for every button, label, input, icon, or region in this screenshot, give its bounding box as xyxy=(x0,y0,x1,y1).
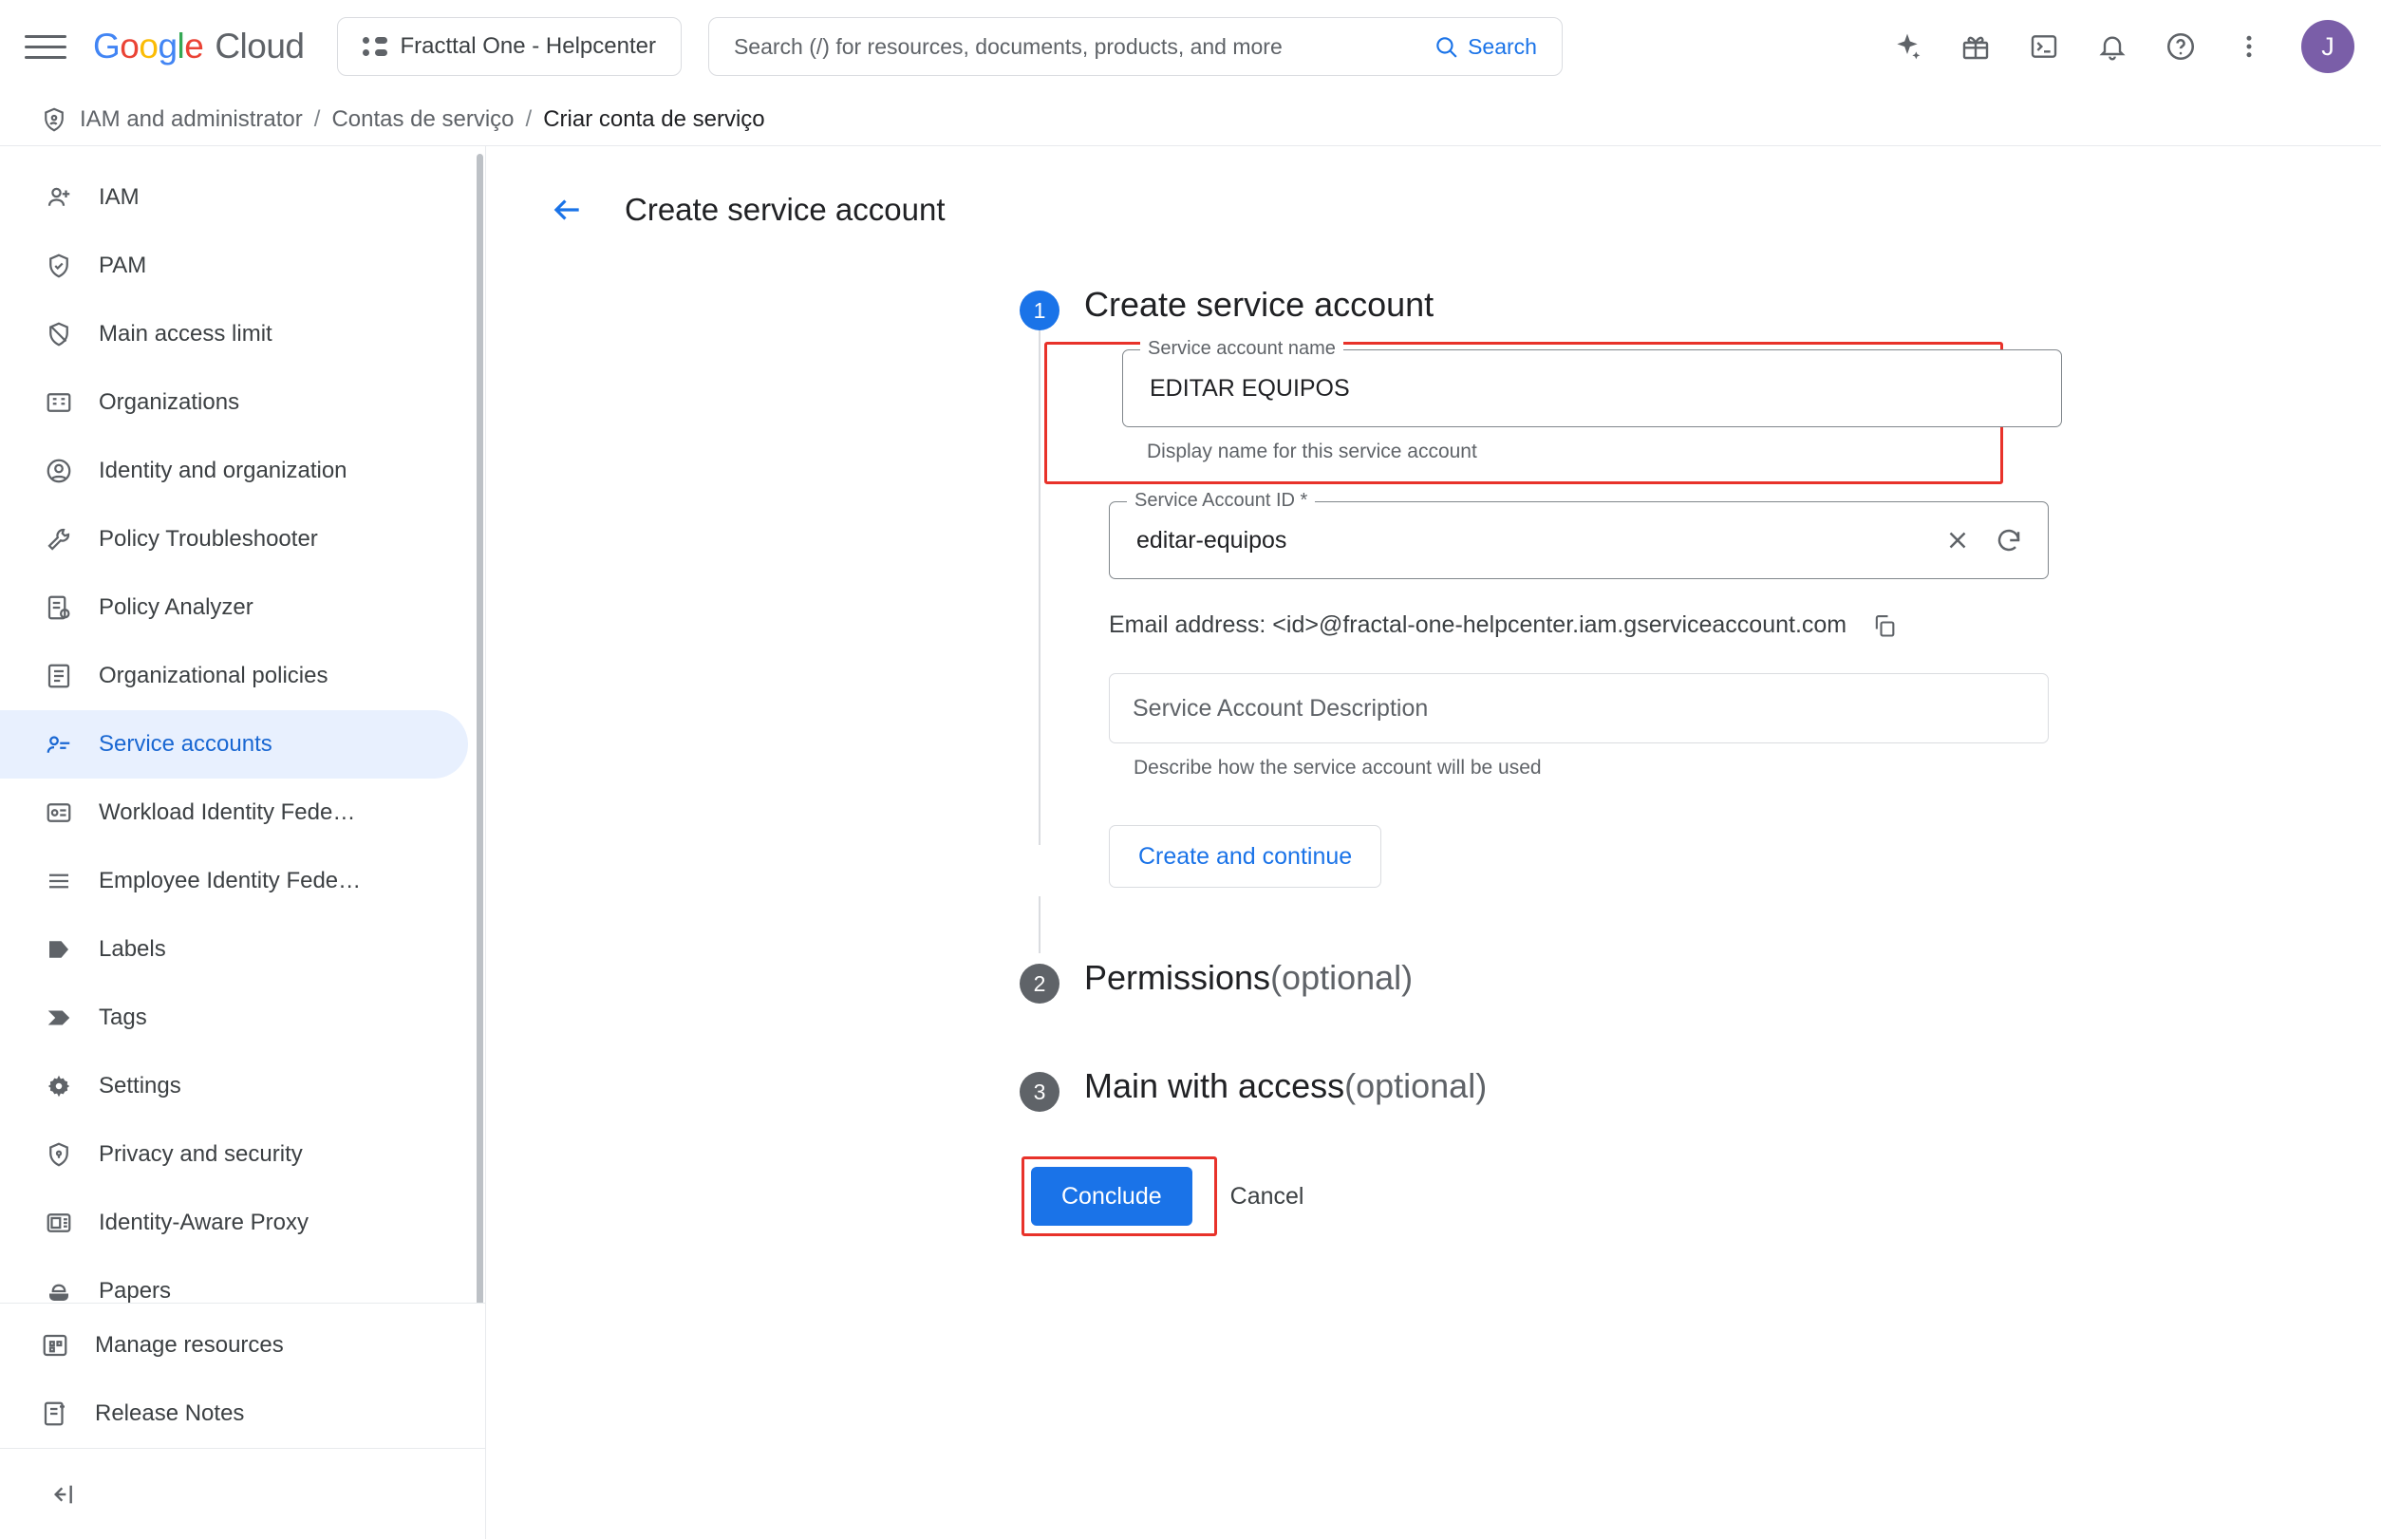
sidebar-item-policy-analyzer[interactable] xyxy=(0,573,468,642)
sidebar-item-papers[interactable] xyxy=(0,1257,468,1303)
step-2-title xyxy=(1084,958,1413,998)
step-2-number: 2 xyxy=(1020,964,1059,1004)
step-1-body xyxy=(1020,338,2381,888)
sidebar-item-label: Main access limit xyxy=(99,321,272,347)
wizard-steps xyxy=(1020,232,2381,1226)
sidebar-item-labels[interactable] xyxy=(0,915,468,984)
avatar[interactable] xyxy=(2301,20,2354,73)
step-1 xyxy=(1020,285,2381,330)
step-3-title xyxy=(1084,1066,1487,1106)
wrench-icon xyxy=(44,524,74,554)
badge-icon xyxy=(44,798,74,828)
breadcrumb-level2[interactable]: Contas de serviço xyxy=(331,105,515,132)
sidebar-item-label: Manage resources xyxy=(95,1332,284,1358)
sidebar-item-label: Settings xyxy=(99,1073,181,1099)
sidebar-item-label: IAM xyxy=(99,184,140,210)
shield-icon xyxy=(44,1139,74,1170)
logo-letter: o xyxy=(139,27,159,66)
logo-letter: e xyxy=(184,27,204,66)
collapse-panel-icon[interactable] xyxy=(40,1474,82,1515)
sidebar-item-workload-identity-federation[interactable] xyxy=(0,779,468,847)
bell-icon[interactable] xyxy=(2090,25,2134,68)
service-account-name-field[interactable] xyxy=(1122,338,2062,427)
sidebar-item-privacy-and-security[interactable] xyxy=(0,1120,468,1189)
service-account-name-input[interactable] xyxy=(1148,374,2036,404)
sidebar-item-organizations[interactable] xyxy=(0,368,468,437)
breadcrumb-separator: / xyxy=(525,105,533,132)
list-icon xyxy=(44,866,74,896)
sidebar-item-label: Release Notes xyxy=(95,1400,245,1426)
step-2[interactable] xyxy=(1020,958,2381,1004)
analyzer-icon xyxy=(44,592,74,623)
sidebar xyxy=(0,146,486,1539)
page-title: Create service account xyxy=(625,192,946,227)
cancel-button[interactable]: Cancel xyxy=(1225,1182,1310,1211)
sidebar-item-manage-resources[interactable] xyxy=(0,1311,468,1380)
step-3-title-text: Main with access xyxy=(1084,1066,1345,1105)
service-account-id-input[interactable] xyxy=(1134,526,1928,555)
sidebar-item-label: Policy Troubleshooter xyxy=(99,526,318,552)
sidebar-collapse-row xyxy=(0,1448,485,1539)
sidebar-item-iam[interactable] xyxy=(0,163,468,232)
sidebar-item-identity-aware-proxy[interactable] xyxy=(0,1189,468,1257)
project-selector[interactable] xyxy=(337,17,682,76)
sidebar-item-release-notes[interactable] xyxy=(0,1380,468,1448)
sidebar-item-organizational-policies[interactable] xyxy=(0,642,468,710)
sidebar-item-tags[interactable] xyxy=(0,984,468,1052)
sidebar-item-label: Privacy and security xyxy=(99,1141,303,1167)
sidebar-item-label: Labels xyxy=(99,936,166,962)
document-icon xyxy=(44,661,74,691)
sidebar-item-label: Employee Identity Fede… xyxy=(99,868,362,893)
sidebar-nav xyxy=(0,146,485,1303)
service-account-description-field[interactable] xyxy=(1109,673,2049,743)
gift-icon[interactable] xyxy=(1954,25,1997,68)
back-arrow-icon[interactable] xyxy=(545,188,589,232)
footer-actions xyxy=(1031,1167,2381,1226)
search-button-label: Search xyxy=(1468,33,1537,59)
sidebar-item-policy-troubleshooter[interactable] xyxy=(0,505,468,573)
step-3-number: 3 xyxy=(1020,1072,1059,1112)
breadcrumb-current: Criar conta de serviço xyxy=(543,105,765,132)
service-account-icon xyxy=(44,729,74,760)
avatar-initial: J xyxy=(2321,31,2334,61)
terminal-icon[interactable] xyxy=(2022,25,2066,68)
refresh-icon[interactable] xyxy=(1995,526,2023,554)
step-3-optional: (optional) xyxy=(1344,1066,1488,1105)
step-rail xyxy=(1039,896,1041,953)
top-bar xyxy=(0,0,2381,93)
sidebar-item-label: Workload Identity Fede… xyxy=(99,799,356,825)
shield-check-icon xyxy=(44,251,74,281)
close-icon[interactable] xyxy=(1943,526,1972,554)
logo-cloud-word: Cloud xyxy=(215,27,305,66)
step-2-title-text: Permissions xyxy=(1084,958,1271,997)
sidebar-item-pam[interactable] xyxy=(0,232,468,300)
step-3[interactable] xyxy=(1020,1066,2381,1112)
email-address-text: Email address: <id>@fractal-one-helpcenter.iam.gserviceaccount.com xyxy=(1109,611,1847,638)
logo-letter: l xyxy=(177,27,185,66)
papers-icon xyxy=(44,1276,74,1303)
step-2-optional: (optional) xyxy=(1270,958,1414,997)
sidebar-scrollbar[interactable] xyxy=(477,154,483,1303)
step-1-title: Create service account xyxy=(1084,285,1434,324)
sidebar-item-service-accounts[interactable] xyxy=(0,710,468,779)
service-account-name-label: Service account name xyxy=(1140,338,1343,360)
breadcrumb-separator: / xyxy=(313,105,321,132)
sidebar-item-identity-and-organization[interactable] xyxy=(0,437,468,505)
sidebar-item-label: PAM xyxy=(99,253,147,278)
service-account-name-hint: Display name for this service account xyxy=(1147,441,1477,462)
hamburger-icon[interactable] xyxy=(25,25,68,68)
email-address-row xyxy=(1109,611,2381,639)
page-header xyxy=(486,146,2381,232)
logo-letter: g xyxy=(158,27,178,66)
sidebar-item-label: Service accounts xyxy=(99,731,272,757)
sidebar-item-settings[interactable] xyxy=(0,1052,468,1120)
conclude-button[interactable]: Conclude xyxy=(1031,1167,1192,1226)
access-limit-icon xyxy=(44,319,74,349)
create-and-continue-button[interactable]: Create and continue xyxy=(1109,825,1381,888)
proxy-icon xyxy=(44,1208,74,1238)
logo-letter: G xyxy=(93,27,121,66)
step-1-number: 1 xyxy=(1020,291,1059,330)
breadcrumb xyxy=(0,93,2381,146)
sidebar-item-label: Policy Analyzer xyxy=(99,594,253,620)
service-account-description-input[interactable] xyxy=(1131,694,2027,723)
manage-resources-icon xyxy=(40,1330,70,1361)
search-input[interactable] xyxy=(709,34,1417,60)
person-add-icon xyxy=(44,182,74,213)
project-name: Fracttal One - Helpcenter xyxy=(400,33,656,59)
sparkle-icon[interactable] xyxy=(1885,25,1929,68)
sidebar-bottom-nav xyxy=(0,1303,485,1448)
gear-icon xyxy=(44,1071,74,1101)
copy-icon[interactable] xyxy=(1871,612,1898,639)
search-button[interactable] xyxy=(1417,18,1562,75)
project-icon xyxy=(363,34,387,59)
help-icon[interactable] xyxy=(2159,25,2203,68)
more-vert-icon[interactable] xyxy=(2227,25,2271,68)
sidebar-item-main-access-limit[interactable] xyxy=(0,300,468,368)
search-bar[interactable] xyxy=(708,17,1563,76)
service-account-id-label: Service Account ID * xyxy=(1127,490,1315,512)
sidebar-item-label: Organizational policies xyxy=(99,663,328,688)
logo-letter: o xyxy=(120,27,140,66)
page-body xyxy=(0,146,2381,1539)
release-notes-icon xyxy=(40,1399,70,1429)
breadcrumb-root[interactable]: IAM and administrator xyxy=(80,105,303,132)
sidebar-item-label: Identity and organization xyxy=(99,458,347,483)
tag-icon xyxy=(44,1003,74,1033)
google-cloud-logo xyxy=(93,27,305,66)
account-circle-icon xyxy=(44,456,74,486)
building-icon xyxy=(44,387,74,418)
topbar-icon-group xyxy=(1885,20,2354,73)
service-account-description-hint: Describe how the service account will be used xyxy=(1134,757,1542,779)
sidebar-item-employee-identity-federation[interactable] xyxy=(0,847,468,915)
label-icon xyxy=(44,934,74,965)
sidebar-item-label: Papers xyxy=(99,1278,172,1303)
service-account-id-field[interactable] xyxy=(1109,490,2049,579)
sidebar-item-label: Identity-Aware Proxy xyxy=(99,1210,309,1235)
search-icon xyxy=(1434,34,1458,59)
shield-icon xyxy=(40,105,68,134)
main-content xyxy=(486,146,2381,1539)
sidebar-item-label: Tags xyxy=(99,1005,147,1030)
sidebar-item-label: Organizations xyxy=(99,389,240,415)
